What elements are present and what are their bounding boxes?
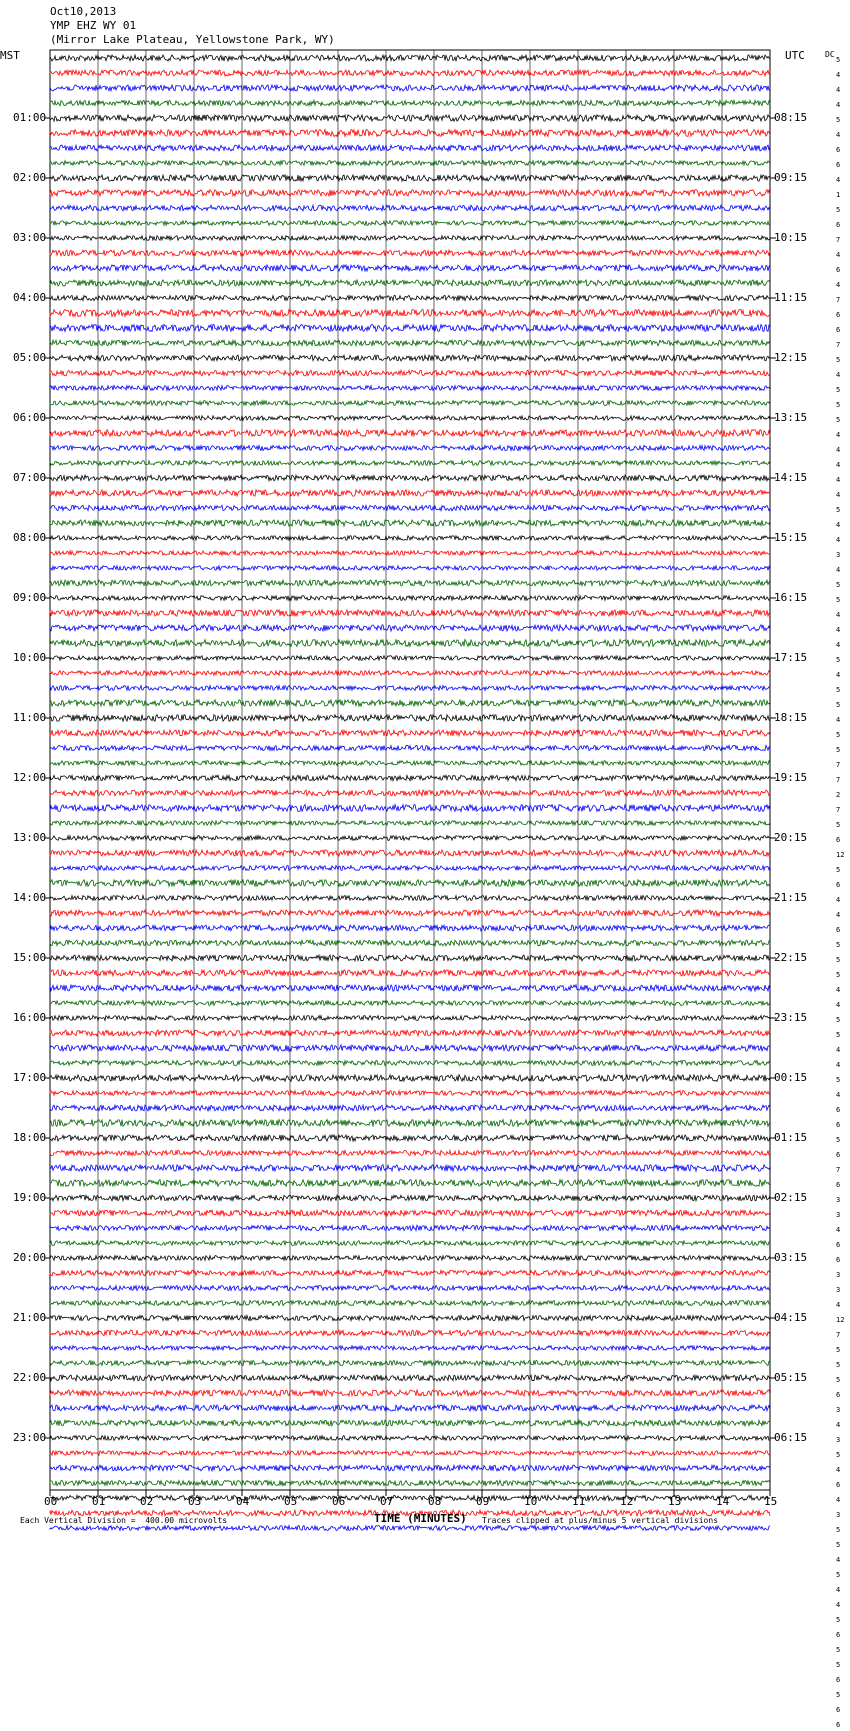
seismic-trace — [50, 1451, 770, 1456]
dc-offset-value: 4 — [836, 1301, 841, 1309]
seismic-trace — [50, 520, 770, 526]
seismic-trace — [50, 1465, 770, 1471]
dc-offset-value: 6 — [836, 1391, 841, 1399]
seismic-trace — [50, 671, 770, 676]
seismic-trace — [50, 1256, 770, 1261]
dc-offset-value: 6 — [836, 1151, 841, 1159]
dc-offset-value: 6 — [836, 926, 841, 934]
dc-offset-value: 4 — [836, 611, 841, 619]
dc-offset-value: 6 — [836, 1121, 841, 1129]
seismic-trace — [50, 686, 770, 691]
left-time-label: 01:00 — [13, 111, 47, 124]
left-time-label: 14:00 — [13, 891, 47, 904]
x-tick-label: 11 — [572, 1495, 586, 1508]
seismic-trace — [50, 490, 770, 496]
right-time-label: 16:15 — [774, 591, 808, 604]
seismic-trace — [50, 536, 770, 540]
seismic-trace — [50, 1330, 770, 1336]
seismic-trace — [50, 836, 770, 841]
seismic-trace — [50, 1195, 770, 1201]
left-time-label: 08:00 — [13, 531, 47, 544]
seismic-trace — [50, 1495, 770, 1500]
seismic-trace — [50, 1210, 770, 1216]
left-time-label: 12:00 — [13, 771, 47, 784]
x-tick-label: 03 — [188, 1495, 202, 1508]
seismic-trace — [50, 175, 770, 181]
seismic-trace — [50, 505, 770, 510]
left-time-label: 23:00 — [13, 1431, 47, 1444]
dc-offset-value: 6 — [836, 1106, 841, 1114]
seismic-trace — [50, 340, 770, 346]
right-time-label: 12:15 — [774, 351, 808, 364]
dc-offset-value: 4 — [836, 1421, 841, 1429]
dc-offset-value: 4 — [836, 251, 841, 259]
seismic-trace — [50, 1436, 770, 1441]
dc-offset-value: 3 — [836, 551, 841, 559]
seismic-trace — [50, 70, 770, 76]
x-tick-label: 02 — [140, 1495, 154, 1508]
x-tick-label: 15 — [764, 1495, 778, 1508]
seismic-trace — [50, 955, 770, 961]
dc-offset-value: 6 — [836, 1706, 841, 1714]
seismic-trace — [50, 761, 770, 766]
seismic-trace — [50, 55, 770, 61]
seismic-trace — [50, 250, 770, 256]
left-time-label: 10:00 — [13, 651, 47, 664]
dc-offset-value: 4 — [836, 641, 841, 649]
seismic-trace — [50, 970, 770, 976]
dc-offset-value: 4 — [836, 566, 841, 574]
right-time-label: 22:15 — [774, 951, 808, 964]
dc-offset-value: 6 — [836, 1181, 841, 1189]
dc-offset-value: 6 — [836, 161, 841, 169]
dc-offset-value: 3 — [836, 1436, 841, 1444]
dc-offset-value: 4 — [836, 521, 841, 529]
dc-offset-value: 3 — [836, 1286, 841, 1294]
seismic-trace — [50, 596, 770, 601]
right-time-label: 23:15 — [774, 1011, 808, 1024]
seismic-trace — [50, 1016, 770, 1021]
dc-offset-value: 4 — [836, 1046, 841, 1054]
seismic-trace — [50, 386, 770, 391]
left-time-label: 22:00 — [13, 1371, 47, 1384]
station-location: (Mirror Lake Plateau, Yellowstone Park, WY) — [50, 33, 335, 46]
dc-offset-value: 7 — [836, 296, 841, 304]
dc-offset-value: 5 — [836, 1661, 841, 1669]
dc-offset-value: 12 — [836, 851, 845, 859]
left-time-label: 15:00 — [13, 951, 47, 964]
plot-frame — [50, 50, 770, 1490]
dc-offset-value: 4 — [836, 1586, 841, 1594]
dc-offset-value: 5 — [836, 1691, 841, 1699]
x-tick-label: 08 — [428, 1495, 442, 1508]
right-time-label: 20:15 — [774, 831, 808, 844]
right-time-label: 11:15 — [774, 291, 808, 304]
dc-offset-value: 5 — [836, 746, 841, 754]
dc-offset-value: 5 — [836, 731, 841, 739]
dc-offset-value: 5 — [836, 1616, 841, 1624]
dc-offset-value: 5 — [836, 701, 841, 709]
seismic-trace — [50, 145, 770, 151]
dc-offset-value: 5 — [836, 401, 841, 409]
dc-offset-value: 4 — [836, 131, 841, 139]
dc-offset-value: 6 — [836, 221, 841, 229]
dc-offset-value: 6 — [836, 1256, 841, 1264]
right-time-label: 08:15 — [774, 111, 808, 124]
dc-offset-value: 4 — [836, 176, 841, 184]
seismic-trace — [50, 1120, 770, 1127]
seismic-trace — [50, 1030, 770, 1036]
dc-offset-value: 5 — [836, 971, 841, 979]
right-time-label: 09:15 — [774, 171, 808, 184]
dc-offset-value: 7 — [836, 776, 841, 784]
dc-offset-value: 4 — [836, 86, 841, 94]
seismic-trace — [50, 1241, 770, 1246]
dc-offset-value: 4 — [836, 1001, 841, 1009]
seismic-trace — [50, 1315, 770, 1320]
seismic-trace — [50, 1150, 770, 1155]
dc-offset-value: 3 — [836, 1406, 841, 1414]
x-axis-title: TIME (MINUTES) — [374, 1512, 467, 1525]
right-time-label: 10:15 — [774, 231, 808, 244]
dc-offset-value: 4 — [836, 371, 841, 379]
right-time-label: 02:15 — [774, 1191, 808, 1204]
seismic-trace — [50, 446, 770, 451]
dc-offset-value: 4 — [836, 461, 841, 469]
dc-offset-value: 5 — [836, 866, 841, 874]
dc-offset-value: 3 — [836, 1271, 841, 1279]
right-time-label: 15:15 — [774, 531, 808, 544]
dc-offset-value: 3 — [836, 1211, 841, 1219]
seismic-trace — [50, 1390, 770, 1396]
dc-offset-value: 2 — [836, 791, 841, 799]
x-tick-label: 04 — [236, 1495, 250, 1508]
seismic-trace — [50, 161, 770, 166]
right-time-label: 19:15 — [774, 771, 808, 784]
left-time-label: 16:00 — [13, 1011, 47, 1024]
seismic-trace — [50, 850, 770, 856]
left-time-label: 11:00 — [13, 711, 47, 724]
right-time-label: 18:15 — [774, 711, 808, 724]
dc-offset-value: 1 — [836, 191, 841, 199]
seismic-trace — [50, 401, 770, 406]
dc-offset-value: 5 — [836, 821, 841, 829]
seismic-trace — [50, 1061, 770, 1066]
seismic-trace — [50, 1075, 770, 1081]
dc-offset-value: 5 — [836, 1526, 841, 1534]
left-time-label: 19:00 — [13, 1191, 47, 1204]
seismic-trace — [50, 1091, 770, 1096]
seismic-trace — [50, 910, 770, 916]
seismic-trace — [50, 1526, 770, 1531]
seismic-trace — [50, 985, 770, 991]
dc-offset-value: 7 — [836, 806, 841, 814]
dc-offset-value: 7 — [836, 341, 841, 349]
left-time-label: 17:00 — [13, 1071, 47, 1084]
seismic-trace — [50, 280, 770, 286]
plot-date: Oct10,2013 — [50, 5, 117, 18]
seismic-trace — [50, 730, 770, 736]
seismic-trace — [50, 1420, 770, 1426]
dc-offset-value: 5 — [836, 416, 841, 424]
dc-offset-value: 5 — [836, 116, 841, 124]
dc-offset-value: 5 — [836, 1361, 841, 1369]
right-time-label: 01:15 — [774, 1131, 808, 1144]
seismic-trace — [50, 1480, 770, 1485]
x-tick-label: 09 — [476, 1495, 490, 1508]
seismic-trace — [50, 85, 770, 91]
seismic-trace — [50, 940, 770, 946]
seismic-trace — [50, 880, 770, 887]
seismic-trace — [50, 205, 770, 211]
dc-offset-value: 4 — [836, 1556, 841, 1564]
dc-offset-value: 5 — [836, 941, 841, 949]
seismic-trace — [50, 1375, 770, 1381]
dc-offset-value: 5 — [836, 56, 841, 64]
x-tick-label: 05 — [284, 1495, 298, 1508]
seismic-trace — [50, 461, 770, 466]
dc-offset-value: 4 — [836, 671, 841, 679]
left-time-label: 04:00 — [13, 291, 47, 304]
seismic-trace — [50, 745, 770, 750]
dc-offset-value: 4 — [836, 536, 841, 544]
seismic-trace — [50, 640, 770, 647]
dc-offset-value: 5 — [836, 506, 841, 514]
seismic-trace — [50, 656, 770, 660]
dc-offset-value: 6 — [836, 881, 841, 889]
seismic-trace — [50, 265, 770, 271]
seismic-trace — [50, 236, 770, 241]
dc-offset-value: 5 — [836, 1031, 841, 1039]
dc-offset-value: 4 — [836, 476, 841, 484]
seismic-trace — [50, 1001, 770, 1006]
left-time-label: 09:00 — [13, 591, 47, 604]
left-timezone-label: MST — [0, 49, 20, 62]
seismic-trace — [50, 1135, 770, 1141]
dc-offset-value: 7 — [836, 761, 841, 769]
right-time-label: 13:15 — [774, 411, 808, 424]
station-code: YMP EHZ WY 01 — [50, 19, 137, 32]
dc-offset-value: 4 — [836, 431, 841, 439]
dc-offset-value: 6 — [836, 266, 841, 274]
seismic-trace — [50, 1405, 770, 1411]
seismic-trace — [50, 1165, 770, 1171]
right-time-label: 03:15 — [774, 1251, 808, 1264]
dc-offset-value: 7 — [836, 236, 841, 244]
right-time-label: 21:15 — [774, 891, 808, 904]
dc-offset-value: 5 — [836, 1571, 841, 1579]
dc-offset-value: 5 — [836, 386, 841, 394]
seismic-trace — [50, 310, 770, 317]
dc-offset-value: 4 — [836, 1226, 841, 1234]
seismic-trace — [50, 430, 770, 437]
dc-offset-value: 5 — [836, 1136, 841, 1144]
seismic-trace — [50, 610, 770, 616]
seismic-trace — [50, 896, 770, 901]
seismic-trace — [50, 190, 770, 197]
dc-offset-value: 4 — [836, 1466, 841, 1474]
seismic-trace — [50, 1346, 770, 1351]
right-time-label: 05:15 — [774, 1371, 808, 1384]
seismic-trace — [50, 1225, 770, 1230]
seismic-trace — [50, 566, 770, 570]
left-time-label: 18:00 — [13, 1131, 47, 1144]
x-tick-label: 12 — [620, 1495, 634, 1508]
seismic-trace — [50, 475, 770, 481]
dc-offset-value: 4 — [836, 491, 841, 499]
dc-offset-value: 5 — [836, 356, 841, 364]
seismic-trace — [50, 1180, 770, 1187]
left-time-label: 03:00 — [13, 231, 47, 244]
left-time-label: 21:00 — [13, 1311, 47, 1324]
left-time-label: 05:00 — [13, 351, 47, 364]
seismic-trace — [50, 551, 770, 555]
seismic-trace — [50, 1360, 770, 1365]
seismic-trace — [50, 100, 770, 105]
dc-offset-value: 5 — [836, 1541, 841, 1549]
seismic-trace — [50, 130, 770, 137]
right-time-label: 00:15 — [774, 1071, 808, 1084]
dc-offset-value: 5 — [836, 686, 841, 694]
x-tick-label: 06 — [332, 1495, 346, 1508]
seismic-trace — [50, 1045, 770, 1051]
clip-note: Traces clipped at plus/minus 5 vertical divisions — [482, 1516, 719, 1525]
dc-offset-value: 7 — [836, 1331, 841, 1339]
seismic-trace — [50, 866, 770, 871]
dc-offset-value: 3 — [836, 1196, 841, 1204]
left-time-label: 06:00 — [13, 411, 47, 424]
left-time-label: 02:00 — [13, 171, 47, 184]
dc-offset-value: 6 — [836, 326, 841, 334]
seismic-trace — [50, 355, 770, 361]
seismic-trace — [50, 221, 770, 226]
seismic-trace — [50, 1105, 770, 1111]
dc-offset-value: 4 — [836, 986, 841, 994]
x-tick-label: 13 — [668, 1495, 682, 1508]
seismic-trace — [50, 821, 770, 826]
dc-offset-value: 5 — [836, 1451, 841, 1459]
dc-offset-value: 4 — [836, 896, 841, 904]
right-time-label: 17:15 — [774, 651, 808, 664]
seismic-trace — [50, 416, 770, 421]
dc-offset-value: 4 — [836, 1601, 841, 1609]
dc-offset-value: 12 — [836, 1316, 845, 1324]
dc-offset-value: 6 — [836, 836, 841, 844]
dc-offset-value: 6 — [836, 1241, 841, 1249]
scale-note: Each Vertical Division = 400.00 microvolts — [20, 1516, 228, 1525]
dc-offset-value: 4 — [836, 626, 841, 634]
seismic-trace — [50, 1270, 770, 1275]
left-time-label: 13:00 — [13, 831, 47, 844]
seismic-trace — [50, 715, 770, 722]
dc-offset-value: 4 — [836, 1061, 841, 1069]
right-timezone-label: UTC — [785, 49, 805, 62]
dc-offset-value: 4 — [836, 446, 841, 454]
x-tick-label: 07 — [380, 1495, 394, 1508]
left-time-label: 07:00 — [13, 471, 47, 484]
dc-offset-value: 5 — [836, 656, 841, 664]
seismic-trace — [50, 580, 770, 586]
dc-offset-value: 6 — [836, 1676, 841, 1684]
seismic-trace — [50, 805, 770, 812]
right-time-label: 06:15 — [774, 1431, 808, 1444]
dc-offset-value: 6 — [836, 1481, 841, 1489]
dc-offset-value: 4 — [836, 1496, 841, 1504]
seismic-trace — [50, 775, 770, 780]
right-time-label: 04:15 — [774, 1311, 808, 1324]
dc-offset-value: 5 — [836, 1346, 841, 1354]
seismic-trace — [50, 790, 770, 796]
x-tick-label: 14 — [716, 1495, 730, 1508]
seismic-trace — [50, 1301, 770, 1306]
dc-offset-value: 4 — [836, 716, 841, 724]
dc-label: DC — [825, 50, 835, 59]
dc-offset-value: 6 — [836, 1721, 841, 1729]
seismic-trace — [50, 625, 770, 631]
dc-offset-value: 5 — [836, 206, 841, 214]
seismic-trace — [50, 295, 770, 300]
x-tick-label: 00 — [44, 1495, 58, 1508]
dc-offset-value: 5 — [836, 581, 841, 589]
dc-offset-value: 6 — [836, 146, 841, 154]
dc-offset-value: 5 — [836, 1016, 841, 1024]
dc-offset-value: 6 — [836, 311, 841, 319]
dc-offset-value: 4 — [836, 1091, 841, 1099]
x-tick-label: 10 — [524, 1495, 538, 1508]
dc-offset-value: 4 — [836, 101, 841, 109]
seismic-trace — [50, 325, 770, 332]
right-time-label: 14:15 — [774, 471, 808, 484]
dc-offset-value: 5 — [836, 596, 841, 604]
x-tick-label: 01 — [92, 1495, 106, 1508]
dc-offset-value: 5 — [836, 1646, 841, 1654]
dc-offset-value: 4 — [836, 71, 841, 79]
seismic-trace — [50, 1285, 770, 1290]
dc-offset-value: 7 — [836, 1166, 841, 1174]
dc-offset-value: 5 — [836, 956, 841, 964]
left-time-label: 20:00 — [13, 1251, 47, 1264]
seismic-trace — [50, 925, 770, 931]
seismic-trace — [50, 370, 770, 376]
dc-offset-value: 5 — [836, 1376, 841, 1384]
dc-offset-value: 3 — [836, 1511, 841, 1519]
dc-offset-value: 6 — [836, 1631, 841, 1639]
seismic-trace — [50, 115, 770, 121]
seismic-trace — [50, 700, 770, 706]
dc-offset-value: 4 — [836, 911, 841, 919]
dc-offset-value: 5 — [836, 1076, 841, 1084]
dc-offset-value: 4 — [836, 281, 841, 289]
